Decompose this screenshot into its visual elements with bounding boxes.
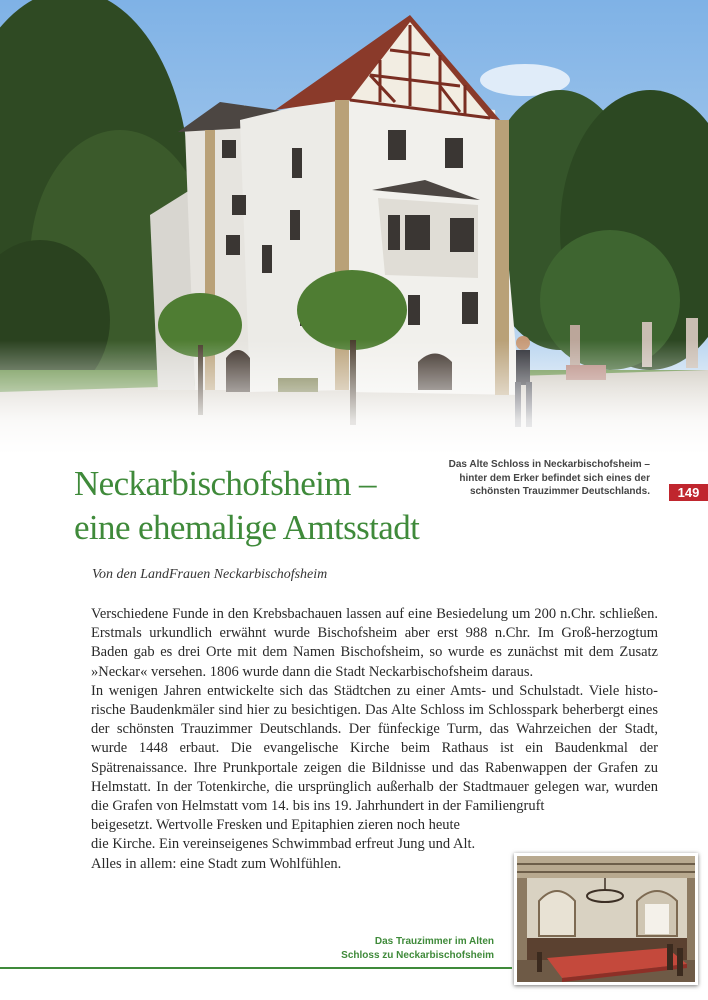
- paragraph-2: In wenigen Jahren entwickelte sich das Städtchen zu einer Amts- und Schulstadt. Viele histo-rische Baudenkmäler sind hier zu besichtigen. Das Alte Schloss im Schlosspark beherbergt eines der schönsten Trauzimmer Deutschlands. Der fünfeckige Turm, das Wahrzeichen der Stadt, wurde 1448 erbaut. Die evangelische Kirche beim Rathaus ist ein Baudenkmal der Spätrenaissance. Ihre Prunkportale zeigen die Bildnisse und das Rabenwappen der Grafen zu Helmstatt. In der Totenkirche, die ursprünglich außerhalb der Stadtmauer gelegen war, wurden die Grafen von Helmstatt vom 14. bis ins 19. Jahrhundert in der Familiengruft: [91, 682, 658, 815]
- photo-caption-bottom: [300, 935, 494, 962]
- wedding-room-illustration: [517, 856, 695, 982]
- wedding-room-photo: [514, 853, 698, 985]
- caption-bottom-line-1: Das Trauzimmer im Alten: [374, 936, 494, 947]
- title-line-1: Neckarbischofsheim –: [74, 464, 376, 503]
- page-number-badge: 149: [669, 484, 708, 501]
- bottom-rule: [0, 967, 512, 969]
- article-body: [91, 605, 658, 874]
- castle-photo: [0, 0, 708, 455]
- paragraph-3: beigesetzt. Wertvolle Fresken und Epitaphien zieren noch heute: [91, 817, 460, 834]
- caption-bottom-line-2: Schloss zu Neckarbischofsheim: [341, 949, 494, 961]
- photo-caption-top: Das Alte Schloss in Neckarbischofsheim – hinter dem Erker befindet sich eines der schönsten Trauzimmer Deutschlands.: [448, 459, 650, 497]
- paragraph-4: die Kirche. Ein vereinseigenes Schwimmbad erfreut Jung und Alt.: [91, 836, 476, 853]
- title-line-2: eine ehemalige Amtsstadt: [74, 508, 420, 547]
- author-byline: Von den LandFrauen Neckarbischofsheim: [92, 567, 328, 582]
- hero-fade: [0, 340, 708, 455]
- article-title: [74, 462, 419, 550]
- paragraph-5: Alles in allem: eine Stadt zum Wohlfühlen.: [91, 855, 342, 872]
- paragraph-1: Verschiedene Funde in den Krebsbachauen lassen auf eine Besiedelung um 200 n.Chr. schließen. Erstmals urkundlich erwähnt wurde Bischofsheim aber erst 988 n.Chr. Im Groß-herzogtum Baden gab es drei Orte mit dem Namen Bischofsheim, so wurde es zunächst mit dem Zusatz »Neckar« versehen. 1806 wurde dann die Stadt Neckarbischofsheim daraus.: [91, 606, 658, 680]
